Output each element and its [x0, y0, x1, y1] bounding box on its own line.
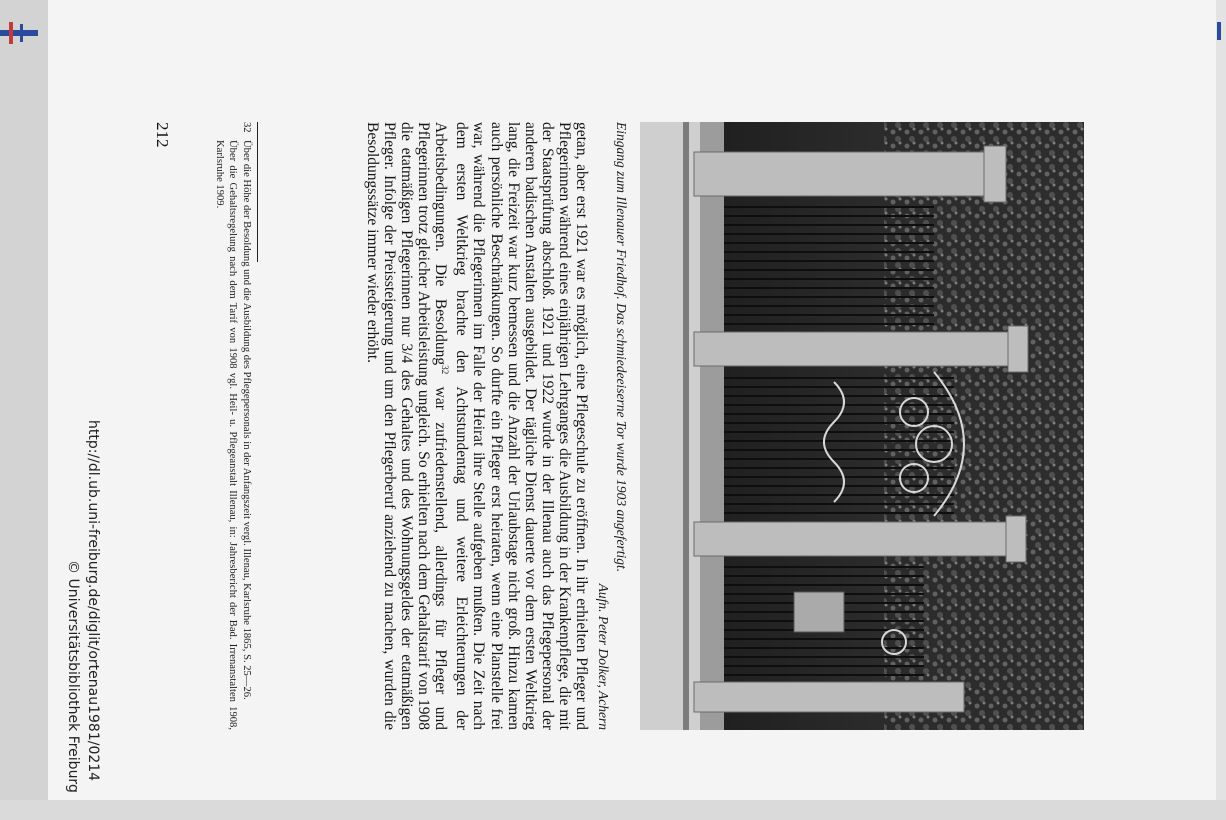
- footnote-32: [213, 122, 254, 730]
- cemetery-gate-photo: [640, 122, 1084, 730]
- footnote-divider: [257, 122, 258, 262]
- gate-photo-illustration: [640, 122, 1084, 730]
- copyright-notice: © Universitätsbibliothek Freiburg: [65, 560, 81, 793]
- flag-icon: [0, 22, 38, 44]
- footnote-text-1: Über die Höhe der Besoldung und die Ausbildung des Pflegepersonals in der Anfangszeit vergl. Illenau, Karlsruhe 1865, S. 25—26.: [241, 140, 252, 700]
- figure-caption: [594, 122, 630, 730]
- viewer-left-margin: [0, 0, 48, 800]
- permalink-url[interactable]: http://dl.ub.uni-freiburg.de/diglit/ortenau1981/0214: [85, 420, 101, 782]
- footnote-reference: 32: [440, 365, 451, 375]
- footnotes: [213, 122, 254, 730]
- body-text-part2: war zufriedenstellend, allerdings für Pfleger und Pflegerinnen trotz gleicher Arbeitsleistung ungleich. So erhielten nach dem Gehaltstarif von 1908 die etatmäßigen Pflegerinnen nur 3/4 des Gehaltes und des Wohnungsgeldes der etatmäßigen Pfleger. Infolge der Preissteigerung und um den Pflegerberuf anziehend zu machen, wurden die Besoldungssätze immer wieder erhöht.: [363, 122, 450, 730]
- viewer-right-strip: [1216, 0, 1226, 800]
- body-paragraph: [364, 122, 590, 730]
- photo-credit: Aufn. Peter Dolker, Achern: [596, 583, 611, 730]
- rotated-page-content: [48, 0, 1216, 800]
- body-text-part1: getan, aber erst 1921 war es möglich, eine Pflegeschule zu eröffnen. In ihr erhielten Pfleger und Pflegerinnen während eines einjährigen Lehrganges die Ausbildung in der Krankenpflege, die mit der Staatsprüfung abschloß. 1921 und 1922 wurde in der Illenau auch das Pflegepersonal der anderen badischen Anstalten ausgebildet. Der tägliche Dienst dauerte vor dem ersten Weltkrieg lang, die Freizeit war kurz bemessen und die Anzahl der Urlaubstage nicht groß. Hinzu kamen auch persönliche Beschränkungen. So durfte ein Pfleger erst heiraten, wenn eine Planstelle frei war, während die Pflegerinnen im Falle der Heirat ihre Stelle aufgeben mußten. Die Zeit nach dem ersten Weltkrieg brachte den Achtstundentag und weitere Erleichterungen der Arbeitsbedingungen. Die Besoldung: [432, 122, 590, 730]
- footnote-text-2: Über die Gehaltsregelung nach dem Tarif von 1908 vgl. Heil- u. Pflegeanstalt Illenau, in: Jahresbericht der Bad. Irrenanstalten 1908, Karlsruhe 1909.: [214, 140, 239, 730]
- marker-icon: [1217, 22, 1221, 40]
- footnote-number: 32: [241, 122, 252, 133]
- page-number: 212: [153, 122, 172, 148]
- caption-text: Eingang zum Illenauer Friedhof. Das schmiedeeiserne Tor wurde 1903 angefertigt.: [614, 122, 629, 573]
